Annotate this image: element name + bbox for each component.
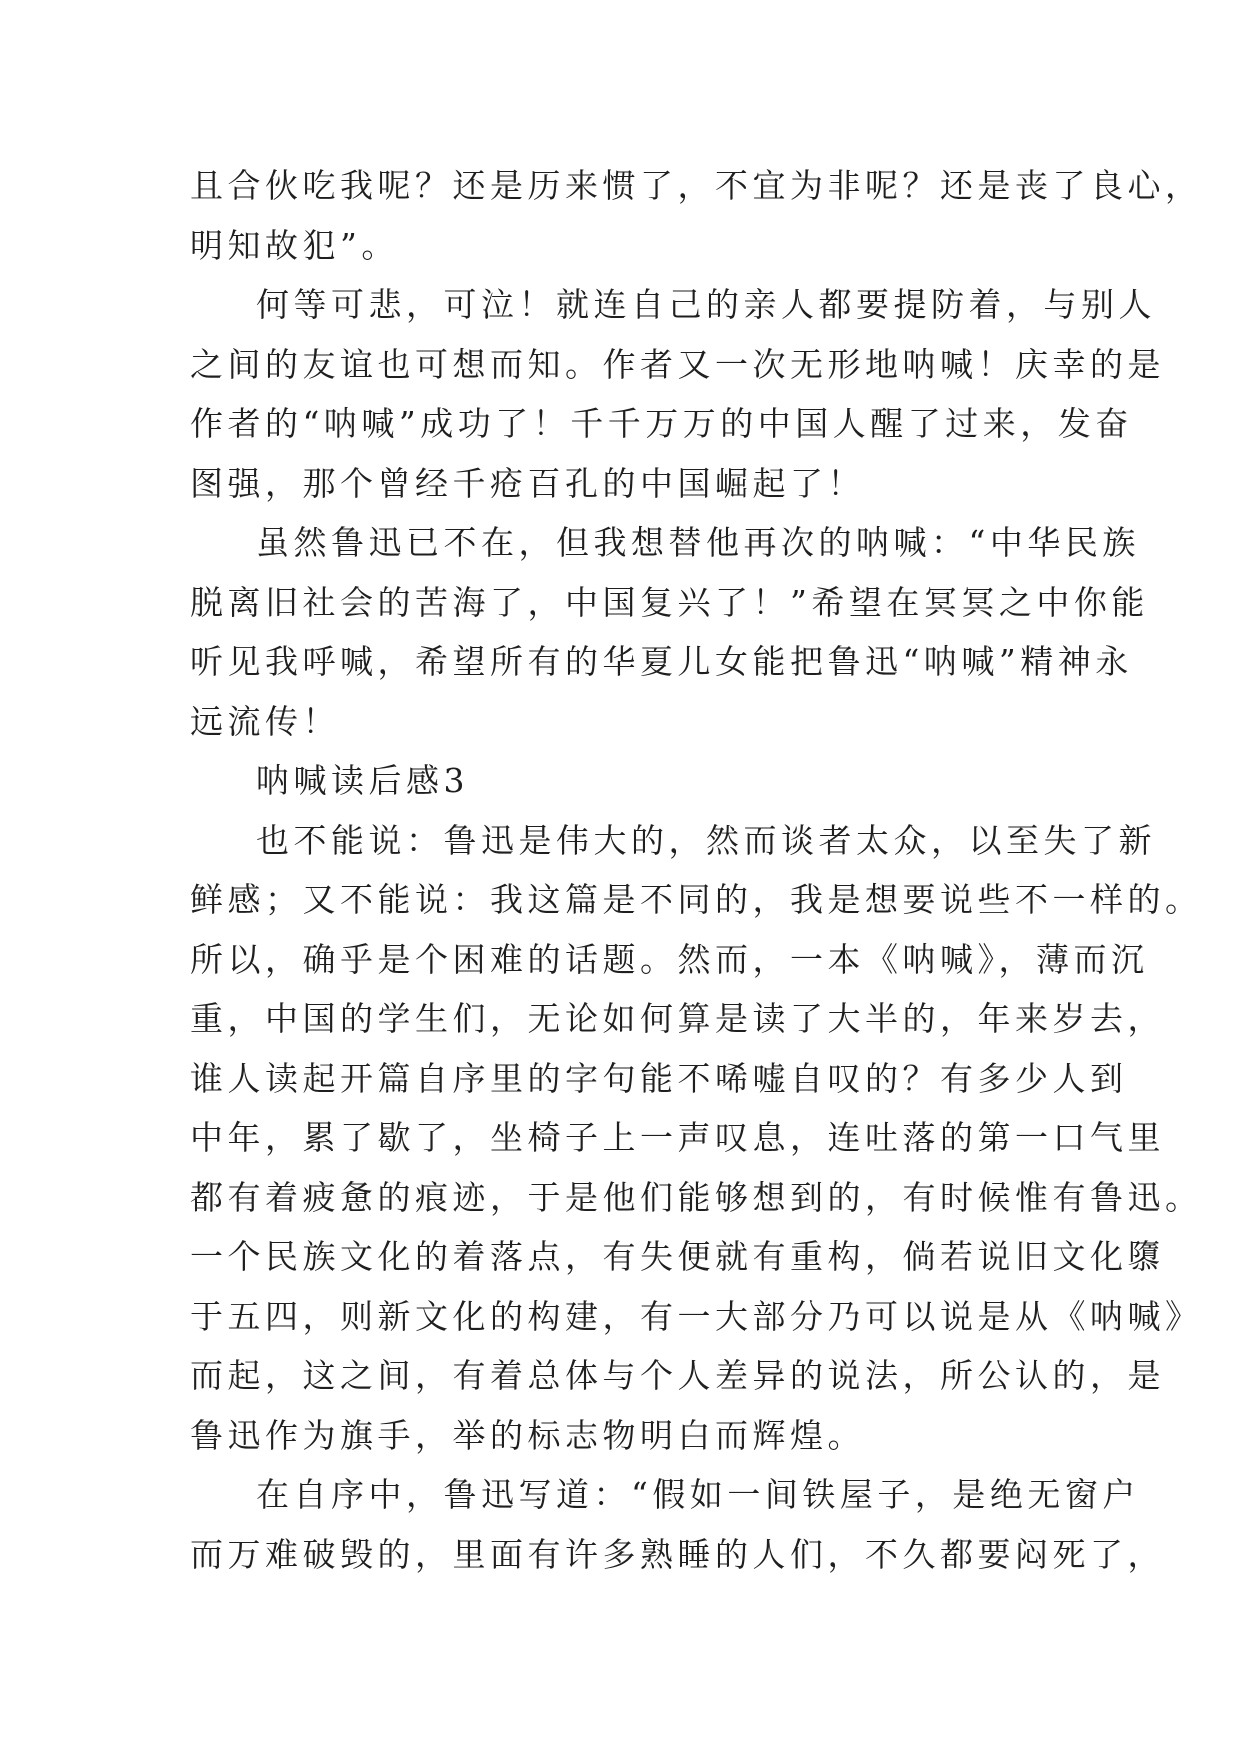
text-line: 作者的“呐喊”成功了！千千万万的中国人醒了过来，发奋 <box>190 404 1133 443</box>
text-line: 虽然鲁迅已不在，但我想替他再次的呐喊：“中华民族 <box>256 523 1140 562</box>
paragraph <box>190 513 1149 751</box>
text-line: 在自序中，鲁迅写道：“假如一间铁屋子，是绝无窗户 <box>256 1475 1140 1514</box>
text-line: 中年，累了歇了，坐椅子上一声叹息，连吐落的第一口气里 <box>190 1118 1165 1157</box>
text-line: 所以，确乎是个困难的话题。然而，一本《呐喊》，薄而沉 <box>190 939 1149 979</box>
text-line: 之间的友谊也可想而知。作者又一次无形地呐喊！庆幸的是 <box>190 344 1165 384</box>
text-line: 图强，那个曾经千疮百孔的中国崛起了！ <box>190 463 865 503</box>
text-line: 听见我呼喊，希望所有的华夏儿女能把鲁迅“呐喊”精神永 <box>190 642 1133 681</box>
paragraph <box>190 156 1203 275</box>
text-line: 都有着疲惫的痕迹，于是他们能够想到的，有时候惟有鲁迅。 <box>190 1177 1203 1217</box>
text-line: 远流传！ <box>190 701 340 741</box>
paragraph <box>190 1465 1165 1584</box>
text-line: 而起，这之间，有着总体与个人差异的说法，所公认的，是 <box>190 1356 1165 1395</box>
text-line: 谁人读起开篇自序里的字句能不唏嘘自叹的？有多少人到 <box>190 1058 1128 1098</box>
text-line: 呐喊读后感3 <box>256 761 469 800</box>
text-line: 何等可悲，可泣！就连自己的亲人都要提防着，与别人 <box>256 285 1156 324</box>
paragraph <box>190 811 1203 1466</box>
text-line: 也不能说：鲁迅是伟大的，然而谈者太众，以至失了新 <box>256 820 1156 860</box>
text-line: 鲁迅作为旗手，举的标志物明白而辉煌。 <box>190 1415 865 1455</box>
text-line: 且合伙吃我呢？还是历来惯了，不宜为非呢？还是丧了良心， <box>190 166 1203 205</box>
text-line: 脱离旧社会的苦海了，中国复兴了！”希望在冥冥之中你能 <box>190 582 1149 622</box>
text-line: 鲜感；又不能说：我这篇是不同的，我是想要说些不一样的。 <box>190 880 1203 919</box>
text-line: 重，中国的学生们，无论如何算是读了大半的，年来岁去， <box>190 999 1165 1038</box>
document-body <box>190 156 1203 1584</box>
text-line: 于五四，则新文化的构建，有一大部分乃可以说是从《呐喊》 <box>190 1296 1203 1336</box>
text-line: 明知故犯”。 <box>190 225 399 265</box>
paragraph <box>190 275 1165 513</box>
section-heading <box>190 751 1090 811</box>
text-line: 而万难破毁的，里面有许多熟睡的人们，不久都要闷死了， <box>190 1534 1165 1574</box>
text-line: 一个民族文化的着落点，有失便就有重构，倘若说旧文化隳 <box>190 1237 1165 1276</box>
